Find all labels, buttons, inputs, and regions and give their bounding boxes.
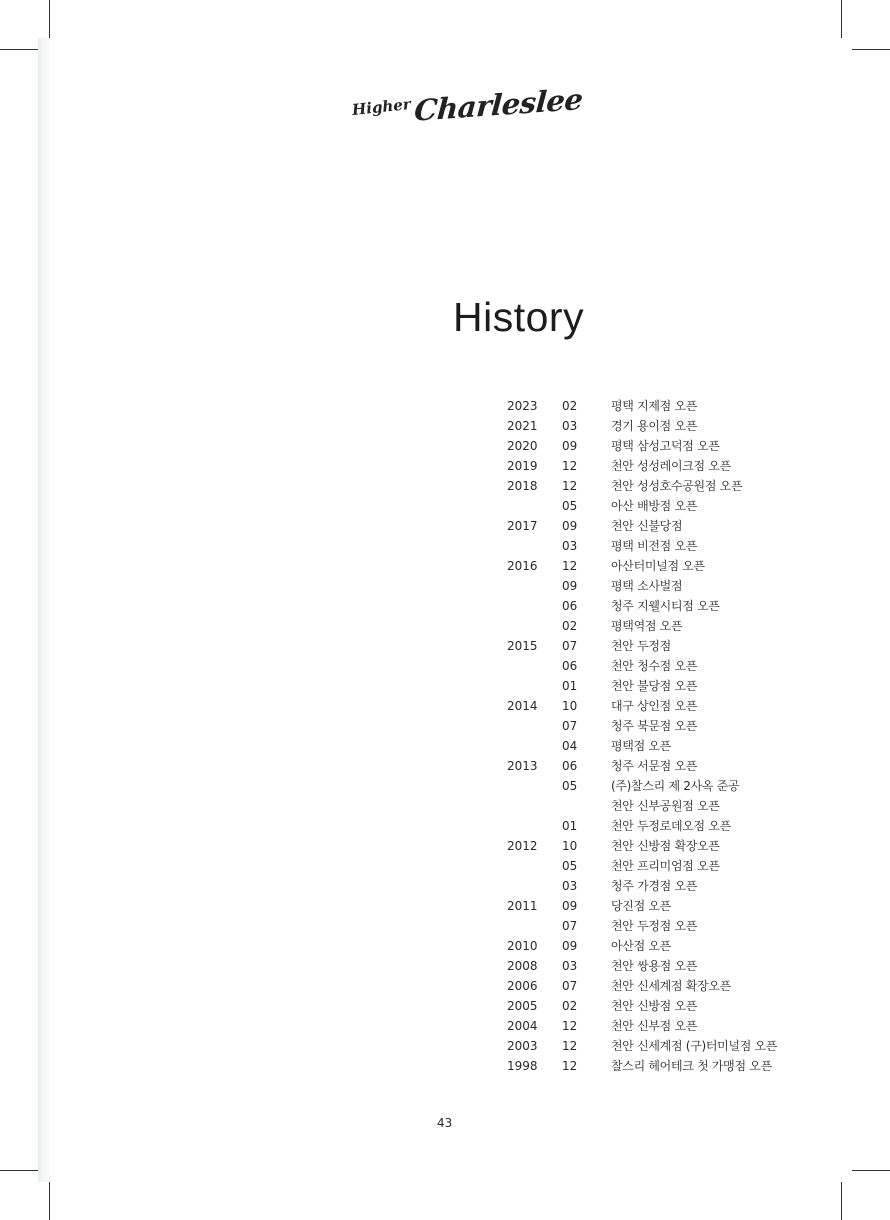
history-month: 09 (562, 939, 578, 953)
history-year (507, 796, 562, 816)
history-year: 2004 (507, 1019, 538, 1033)
history-month: 12 (562, 559, 578, 573)
history-year: 2006 (507, 979, 538, 993)
page-title: History (453, 294, 585, 340)
history-month: 07 (562, 719, 578, 733)
history-row (507, 456, 837, 476)
history-event: 평택역점 오픈 (611, 619, 683, 633)
history-row (507, 916, 837, 936)
history-row (507, 996, 837, 1016)
page-number: 43 (437, 1116, 453, 1130)
history-event: 아산점 오픈 (611, 939, 671, 953)
history-row (507, 816, 837, 836)
history-event: 당진점 오픈 (611, 899, 671, 913)
history-year: 2021 (507, 419, 538, 433)
history-month: 02 (562, 399, 578, 413)
history-event: 천안 신불당점 (611, 519, 683, 533)
history-year (507, 716, 562, 736)
history-event: 천안 두정로데오점 오픈 (611, 819, 731, 833)
history-year (507, 816, 562, 836)
history-month: 07 (562, 979, 578, 993)
history-month: 09 (562, 579, 578, 593)
history-month: 12 (562, 1019, 578, 1033)
history-event: 천안 두정점 (611, 639, 671, 653)
history-event: (주)찰스리 제 2사옥 준공 (611, 779, 740, 793)
history-year (507, 596, 562, 616)
history-row (507, 576, 837, 596)
history-row (507, 1036, 837, 1056)
logo-big-text: Charleslee (412, 82, 584, 128)
history-event: 천안 신부점 오픈 (611, 1019, 698, 1033)
history-row (507, 536, 837, 556)
history-row (507, 876, 837, 896)
history-year (507, 916, 562, 936)
history-row (507, 636, 837, 656)
history-row (507, 596, 837, 616)
history-row (507, 476, 837, 496)
history-event: 경기 용이점 오픈 (611, 419, 698, 433)
history-month: 05 (562, 499, 578, 513)
history-month: 01 (562, 679, 578, 693)
history-month: 01 (562, 819, 578, 833)
history-month: 07 (562, 919, 578, 933)
history-event: 평택 지제점 오픈 (611, 399, 698, 413)
history-row (507, 556, 837, 576)
history-row (507, 516, 837, 536)
history-year: 1998 (507, 1059, 538, 1073)
history-month (562, 796, 611, 816)
history-month: 06 (562, 659, 578, 673)
history-row (507, 836, 837, 856)
history-row (507, 976, 837, 996)
history-row (507, 796, 837, 816)
history-row (507, 956, 837, 976)
history-month: 02 (562, 999, 578, 1013)
marble-edge-decoration (38, 38, 50, 1182)
history-year: 2019 (507, 459, 538, 473)
crop-mark-top-right-horizontal (852, 49, 890, 50)
history-year (507, 616, 562, 636)
history-row (507, 616, 837, 636)
history-event: 청주 가경점 오픈 (611, 879, 698, 893)
history-row (507, 756, 837, 776)
history-month: 12 (562, 1039, 578, 1053)
brand-logo (351, 74, 584, 128)
history-row (507, 1016, 837, 1036)
history-year: 2015 (507, 639, 538, 653)
history-event: 천안 신세계점 확장오픈 (611, 979, 731, 993)
history-month: 12 (562, 479, 578, 493)
history-month: 12 (562, 459, 578, 473)
history-row (507, 496, 837, 516)
history-row (507, 696, 837, 716)
history-month: 09 (562, 519, 578, 533)
history-event: 청주 북문점 오픈 (611, 719, 698, 733)
history-row (507, 896, 837, 916)
crop-mark-bottom-right-horizontal (852, 1170, 890, 1171)
history-row (507, 396, 837, 416)
history-row (507, 856, 837, 876)
history-event: 천안 신세계점 (구)터미널점 오픈 (611, 1039, 778, 1053)
history-event: 천안 청수점 오픈 (611, 659, 698, 673)
history-event: 아산 배방점 오픈 (611, 499, 698, 513)
history-month: 10 (562, 699, 578, 713)
crop-mark-top-left-vertical (49, 0, 50, 38)
history-year: 2008 (507, 959, 538, 973)
history-event: 청주 서문점 오픈 (611, 759, 698, 773)
history-event: 천안 신방점 오픈 (611, 999, 698, 1013)
history-year: 2005 (507, 999, 538, 1013)
history-row (507, 736, 837, 756)
history-month: 09 (562, 439, 578, 453)
history-year (507, 536, 562, 556)
history-event: 평택점 오픈 (611, 739, 671, 753)
history-event: 평택 비전점 오픈 (611, 539, 698, 553)
history-month: 06 (562, 759, 578, 773)
history-year (507, 736, 562, 756)
history-row (507, 656, 837, 676)
history-event: 천안 신방점 확장오픈 (611, 839, 720, 853)
history-event: 평택 소사벌점 (611, 579, 683, 593)
history-event: 천안 신부공원점 오픈 (611, 799, 720, 813)
history-event: 아산터미널점 오픈 (611, 559, 705, 573)
history-month: 03 (562, 539, 578, 553)
history-year (507, 656, 562, 676)
history-month: 09 (562, 899, 578, 913)
crop-mark-top-right-vertical (841, 0, 842, 38)
history-year: 2020 (507, 439, 538, 453)
history-year (507, 856, 562, 876)
history-year (507, 496, 562, 516)
history-year: 2014 (507, 699, 538, 713)
history-month: 12 (562, 1059, 578, 1073)
history-year (507, 876, 562, 896)
history-month: 03 (562, 419, 578, 433)
history-year: 2017 (507, 519, 538, 533)
history-year (507, 776, 562, 796)
history-year: 2003 (507, 1039, 538, 1053)
history-month: 05 (562, 859, 578, 873)
history-year: 2018 (507, 479, 538, 493)
history-year (507, 576, 562, 596)
history-event: 천안 쌍용점 오픈 (611, 959, 698, 973)
history-month: 02 (562, 619, 578, 633)
history-event: 대구 상인점 오픈 (611, 699, 698, 713)
history-year: 2012 (507, 839, 538, 853)
crop-mark-bottom-left-vertical (49, 1182, 50, 1220)
history-year: 2013 (507, 759, 538, 773)
history-row (507, 416, 837, 436)
history-event: 찰스리 헤어테크 첫 가맹점 오픈 (611, 1059, 772, 1073)
history-year (507, 676, 562, 696)
history-row (507, 436, 837, 456)
history-event: 평택 삼성고덕점 오픈 (611, 439, 720, 453)
history-event: 천안 성성호수공원점 오픈 (611, 479, 743, 493)
history-timeline (507, 396, 837, 1076)
history-row (507, 776, 837, 796)
history-row (507, 716, 837, 736)
crop-mark-bottom-left-horizontal (0, 1170, 38, 1171)
crop-mark-top-left-horizontal (0, 49, 38, 50)
history-event: 천안 프리미엄점 오픈 (611, 859, 720, 873)
history-year: 2023 (507, 399, 538, 413)
history-year: 2016 (507, 559, 538, 573)
history-row (507, 936, 837, 956)
history-month: 07 (562, 639, 578, 653)
history-year: 2011 (507, 899, 538, 913)
history-month: 05 (562, 779, 578, 793)
history-event: 천안 성성레이크점 오픈 (611, 459, 731, 473)
history-year: 2010 (507, 939, 538, 953)
history-month: 04 (562, 739, 578, 753)
history-row (507, 676, 837, 696)
history-event: 청주 지웰시티점 오픈 (611, 599, 720, 613)
history-month: 10 (562, 839, 578, 853)
history-month: 06 (562, 599, 578, 613)
history-row (507, 1056, 837, 1076)
history-event: 천안 불당점 오픈 (611, 679, 698, 693)
history-month: 03 (562, 959, 578, 973)
history-month: 03 (562, 879, 578, 893)
history-event: 천안 두정점 오픈 (611, 919, 698, 933)
logo-small-text: Higher (351, 94, 412, 120)
crop-mark-bottom-right-vertical (841, 1182, 842, 1220)
